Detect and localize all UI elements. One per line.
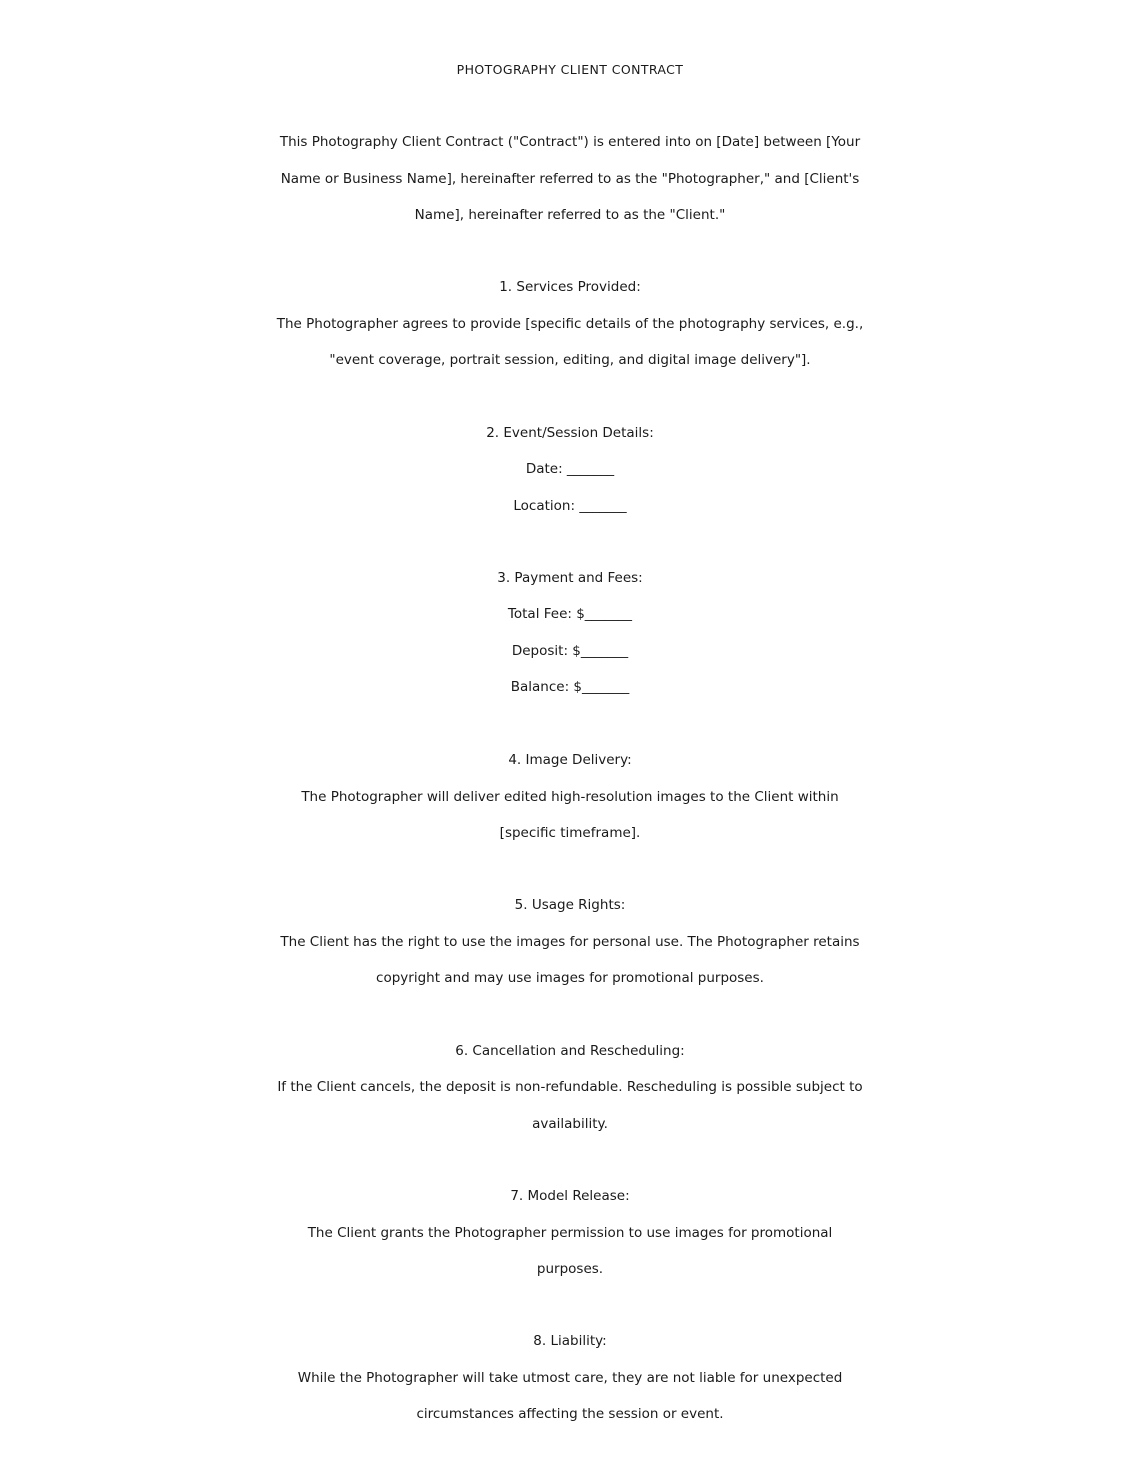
section-heading-liability: 8. Liability: <box>533 1333 607 1349</box>
section-text: circumstances affecting the session or event. <box>416 1406 724 1422</box>
section-text: While the Photographer will take utmost care, they are not liable for unexpected <box>297 1370 843 1386</box>
location-field: Location: _______ <box>513 498 627 514</box>
section-text: If the Client cancels, the deposit is non-refundable. Rescheduling is possible subject to <box>277 1079 863 1095</box>
section-text: The Photographer will deliver edited high-resolution images to the Client within <box>301 789 839 805</box>
section-text: copyright and may use images for promotional purposes. <box>376 970 764 986</box>
section-heading-cancellation: 6. Cancellation and Rescheduling: <box>455 1043 685 1059</box>
section-heading-services: 1. Services Provided: <box>499 279 641 295</box>
date-field: Date: _______ <box>525 461 615 477</box>
total-fee-field: Total Fee: $_______ <box>507 606 633 622</box>
section-text: The Client has the right to use the images for personal use. The Photographer retains <box>280 934 860 950</box>
section-heading-event: 2. Event/Session Details: <box>486 425 654 441</box>
section-heading-payment: 3. Payment and Fees: <box>497 570 643 586</box>
section-heading-usage: 5. Usage Rights: <box>514 897 626 913</box>
section-text: "event coverage, portrait session, editing, and digital image delivery"]. <box>329 352 811 368</box>
section-text: [specific timeframe]. <box>499 825 641 841</box>
intro-line: This Photography Client Contract ("Contract") is entered into on [Date] between [Your <box>279 134 861 150</box>
section-text: availability. <box>532 1116 608 1132</box>
deposit-field: Deposit: $_______ <box>511 643 629 659</box>
section-text: purposes. <box>536 1261 604 1277</box>
intro-line: Name or Business Name], hereinafter referred to as the "Photographer," and [Client's <box>280 171 860 187</box>
section-text: The Photographer agrees to provide [specific details of the photography services, e.g., <box>276 316 864 332</box>
section-text: The Client grants the Photographer permission to use images for promotional <box>307 1225 833 1241</box>
balance-field: Balance: $_______ <box>510 679 630 695</box>
document-title: PHOTOGRAPHY CLIENT CONTRACT <box>456 62 684 77</box>
section-heading-release: 7. Model Release: <box>510 1188 630 1204</box>
section-heading-delivery: 4. Image Delivery: <box>508 752 632 768</box>
intro-line: Name], hereinafter referred to as the "Client." <box>414 207 726 223</box>
